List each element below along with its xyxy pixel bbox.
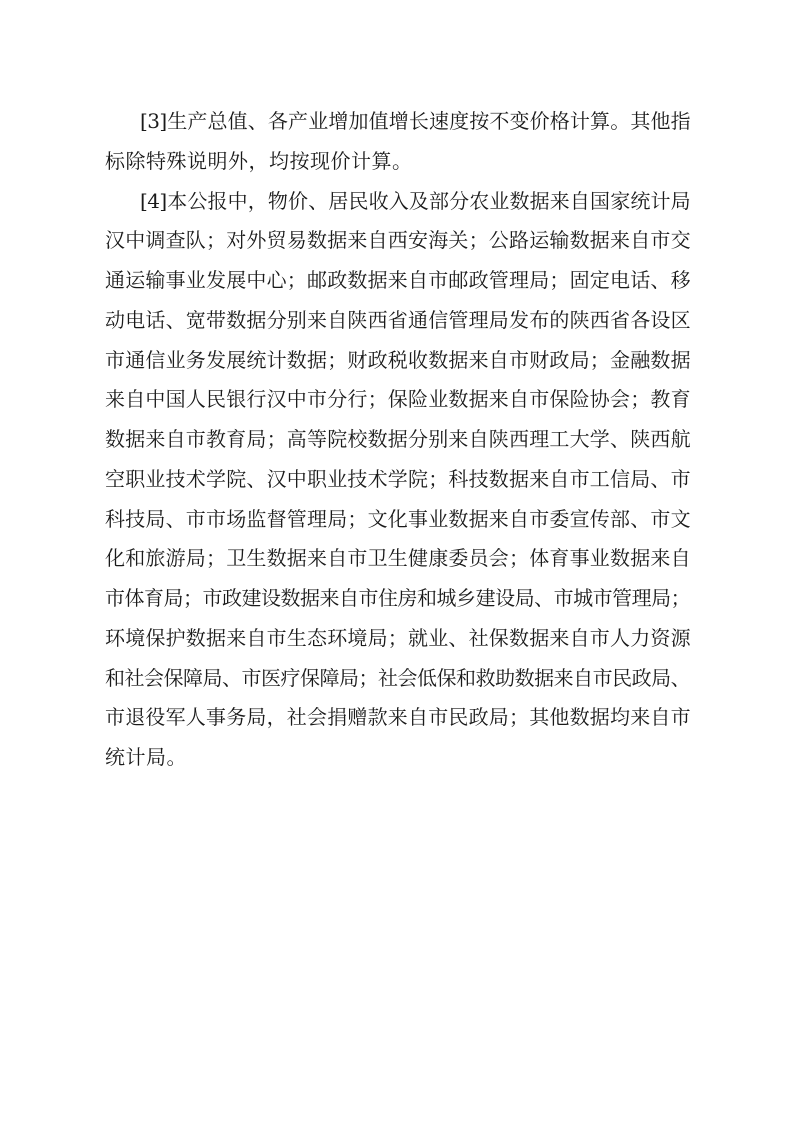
text-line: 市退役军人事务局，社会捐赠款来自市民政局；其他数据均来自市 bbox=[105, 705, 690, 730]
text-line: 市体育局；市政建设数据来自市住房和城乡建设局、市城市管理局； bbox=[105, 586, 690, 610]
text-line: 化和旅游局；卫生数据来自市卫生健康委员会；体育事业数据来自 bbox=[105, 546, 690, 571]
text-line: 和社会保障局、市医疗保障局；社会低保和救助数据来自市民政局、 bbox=[105, 665, 690, 690]
document-body bbox=[105, 102, 690, 778]
text-line: 通运输事业发展中心；邮政数据来自市邮政管理局；固定电话、移 bbox=[105, 268, 690, 292]
text-line: 来自中国人民银行汉中市分行；保险业数据来自市保险协会；教育 bbox=[105, 387, 690, 412]
footnote-4 bbox=[105, 182, 690, 778]
text-line: 环境保护数据来自市生态环境局；就业、社保数据来自市人力资源 bbox=[105, 625, 690, 650]
text-line: 科技局、市市场监督管理局；文化事业数据来自市委宣传部、市文 bbox=[105, 506, 690, 531]
text-line: 动电话、宽带数据分别来自陕西省通信管理局发布的陕西省各设区 bbox=[105, 307, 690, 332]
text-line: [3]生产总值、各产业增加值增长速度按不变价格计算。其他指 bbox=[140, 109, 690, 133]
text-line: 空职业技术学院、汉中职业技术学院；科技数据来自市工信局、市 bbox=[105, 466, 690, 491]
footnote-3 bbox=[105, 102, 690, 182]
text-line: 数据来自市教育局；高等院校数据分别来自陕西理工大学、陕西航 bbox=[105, 427, 690, 451]
text-line: [4]本公报中，物价、居民收入及部分农业数据来自国家统计局 bbox=[140, 188, 690, 213]
text-line: 汉中调查队；对外贸易数据来自西安海关；公路运输数据来自市交 bbox=[105, 228, 690, 253]
text-line: 市通信业务发展统计数据；财政税收数据来自市财政局；金融数据 bbox=[105, 347, 690, 372]
text-line: 统计局。 bbox=[105, 745, 187, 769]
text-line: 标除特殊说明外，均按现价计算。 bbox=[105, 148, 413, 173]
